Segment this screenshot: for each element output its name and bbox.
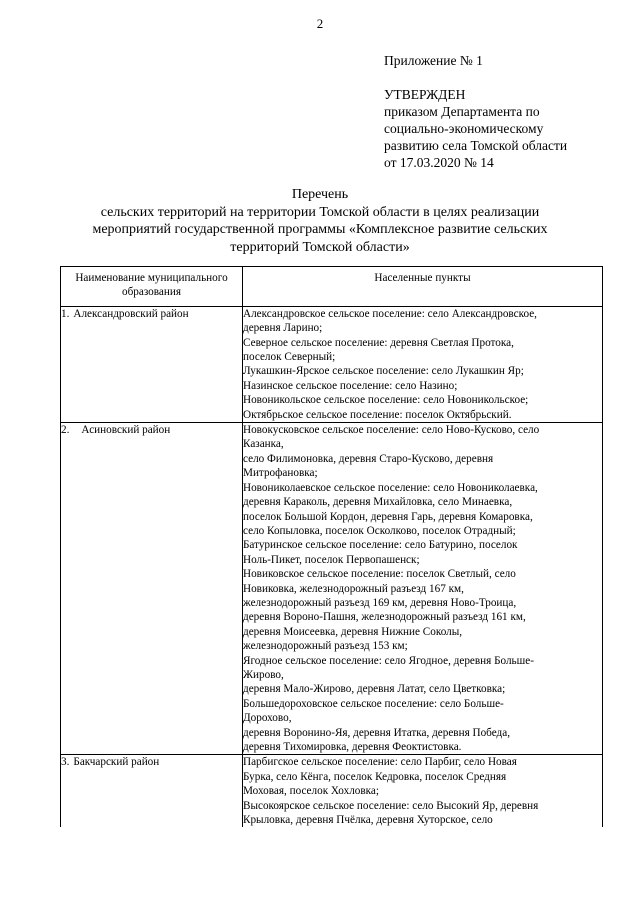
- settlement-line: Северное сельское поселение: деревня Светлая Протока,: [243, 336, 514, 349]
- settlement-line: Новониколаевское сельское поселение: село Новониколаевка,: [243, 481, 538, 494]
- settlement-line: Октябрьское сельское поселение: поселок Октябрьский.: [243, 408, 512, 421]
- title-line: сельских территорий на территории Томской области в целях реализации: [100, 204, 540, 220]
- settlement-line: село Филимоновка, деревня Старо-Кусково, деревня: [243, 452, 494, 465]
- settlement-line: Жирово,: [243, 668, 284, 681]
- document-title: [0, 186, 640, 256]
- settlement-line: железнодорожный разъезд 153 км;: [243, 640, 408, 653]
- settlement-line: Новиковское сельское поселение: поселок Светлый, село: [243, 568, 516, 581]
- settlement-line: поселок Северный;: [243, 351, 336, 364]
- settlement-line: Высокоярское сельское поселение: село Высокий Яр, деревня: [243, 799, 539, 812]
- settlements-cell: [243, 755, 603, 828]
- title-line: Перечень: [291, 187, 349, 202]
- approval-line: от 17.03.2020 № 14: [384, 155, 494, 170]
- settlement-line: Лукашкин-Ярское сельское поселение: село Лукашкин Яр;: [243, 365, 524, 378]
- settlement-line: Митрофановка;: [243, 467, 318, 480]
- approval-block: [384, 86, 567, 171]
- settlement-line: Казанка,: [243, 438, 284, 451]
- settlement-line: деревня Вороно-Пашня, железнодорожный разъезд 161 км,: [243, 611, 526, 624]
- settlement-line: Моховая, поселок Хохловка;: [243, 785, 380, 798]
- settlement-line: Бурка, село Кёнга, поселок Кедровка, поселок Средняя: [243, 770, 507, 783]
- approval-line: приказом Департамента по: [384, 104, 540, 119]
- row-number: 2.: [61, 424, 70, 437]
- district-cell: [61, 755, 243, 828]
- settlement-line: Ягодное сельское поселение: село Ягодное, деревня Больше-: [243, 654, 534, 667]
- settlement-line: Большедороховское сельское поселение: село Больше-: [243, 697, 504, 710]
- settlement-line: Парбигское сельское поселение: село Парбиг, село Новая: [243, 756, 517, 769]
- settlement-line: Назинское сельское поселение: село Назино;: [243, 379, 458, 392]
- settlement-line: деревня Караколь, деревня Михайловка, село Минаевка,: [243, 496, 513, 509]
- settlements-cell: [243, 423, 603, 755]
- table-row: [61, 755, 603, 828]
- approval-line: развитию села Томской области: [384, 138, 568, 153]
- settlement-line: Батуринское сельское поселение: село Батурино, поселок: [243, 539, 518, 552]
- settlement-line: деревня Моисеевка, деревня Нижние Соколы,: [243, 625, 463, 638]
- settlements-cell: [243, 306, 603, 422]
- settlement-line: Новиковка, железнодорожный разъезд 167 км,: [243, 582, 464, 595]
- settlement-line: деревня Ларино;: [243, 322, 323, 335]
- approval-line: социально-экономическому: [384, 121, 544, 136]
- settlement-line: Ноль-Пикет, поселок Первопашенск;: [243, 553, 420, 566]
- settlement-line: железнодорожный разъезд 169 км, деревня Ново-Троица,: [243, 596, 517, 609]
- district-cell: [61, 306, 243, 422]
- header-municipality: Наименование муниципального образования: [61, 267, 243, 307]
- district-name: Асиновский район: [81, 424, 171, 437]
- settlement-line: деревня Мало-Жирово, деревня Латат, село Цветковка;: [243, 683, 506, 696]
- settlement-line: село Копыловка, поселок Осколково, поселок Отрадный;: [243, 524, 516, 537]
- settlement-line: Новоникольское сельское поселение: село Новоникольское;: [243, 394, 529, 407]
- district-cell: [61, 423, 243, 755]
- district-name: Александровский район: [73, 307, 189, 320]
- title-line: территорий Томской области»: [230, 239, 410, 255]
- settlement-line: Дорохово,: [243, 712, 292, 725]
- settlement-line: деревня Тихомировка, деревня Феоктистовка.: [243, 741, 462, 753]
- title-line: мероприятий государственной программы «Комплексное развитие сельских: [92, 222, 548, 237]
- district-name: Бакчарский район: [73, 756, 160, 769]
- settlement-line: деревня Воронино-Яя, деревня Итатка, деревня Победа,: [243, 726, 510, 739]
- settlement-line: Крыловка, деревня Пчёлка, деревня Хуторское, село: [243, 814, 493, 827]
- settlement-line: поселок Большой Кордон, деревня Гарь, деревня Комаровка,: [243, 510, 533, 523]
- approval-heading: УТВЕРЖДЕН: [384, 87, 466, 102]
- row-number: 3.: [61, 756, 70, 769]
- settlement-line: Александровское сельское поселение: село Александровское,: [243, 307, 537, 320]
- table-row: [61, 423, 603, 755]
- table-row: [61, 306, 603, 422]
- row-number: 1.: [61, 307, 70, 320]
- header-settlements: Населенные пункты: [243, 267, 603, 307]
- territories-table: [60, 266, 603, 827]
- table-header-row: [61, 267, 603, 307]
- appendix-label: Приложение № 1: [384, 53, 483, 68]
- settlement-line: Новокусковское сельское поселение: село Ново-Кусково, село: [243, 424, 540, 437]
- page-number: 2: [316, 16, 324, 31]
